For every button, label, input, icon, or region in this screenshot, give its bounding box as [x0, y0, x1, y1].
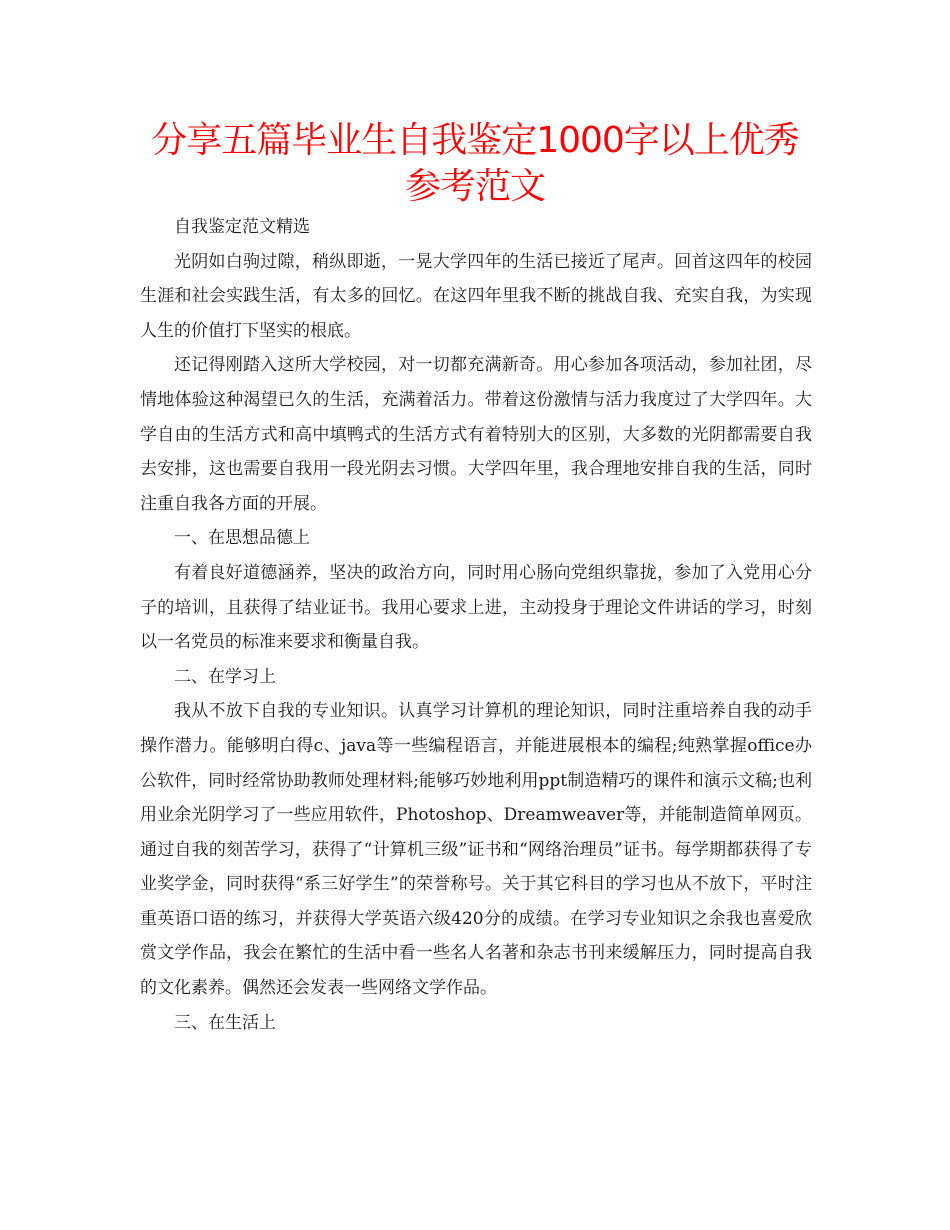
paragraph: 我从不放下自我的专业知识。认真学习计算机的理论知识，同时注重培养自我的动手操作潜力。能够明白得c、java等一些编程语言，并能进展根本的编程;纯熟掌握office办公软件，同时经常协助教师处理材料;能够巧妙地利用ppt制造精巧的课件和演示文稿;也利用业余光阴学习了一些应用软件，Photoshop、Dreamweaver等，并能制造简单网页。通过自我的刻苦学习，获得了“计算机三级”证书和“网络治理员”证书。每学期都获得了专业奖学金，同时获得“系三好学生”的荣誉称号。关于其它科目的学习也从不放下，平时注重英语口语的练习，并获得大学英语六级420分的成绩。在学习专业知识之余我也喜爱欣赏文学作品，我会在繁忙的生活中看一些名人名著和杂志书刊来缓解压力，同时提高自我的文化素养。偶然还会发表一些网络文学作品。 [140, 701, 812, 999]
section-heading-life: 三、在生活上 [174, 1012, 276, 1033]
title-line-1: 分享五篇毕业生自我鉴定1000字以上优秀 [151, 120, 799, 161]
paragraph: 光阴如白驹过隙，稍纵即逝，一晃大学四年的生活已接近了尾声。回首这四年的校园生涯和社会实践生活，有太多的回忆。在这四年里我不断的挑战自我、充实自我，为实现人生的价值打下坚实的根底。 [140, 251, 812, 341]
title-line-2: 参考范文 [404, 166, 545, 207]
paragraph: 还记得刚踏入这所大学校园，对一切都充满新奇。用心参加各项活动，参加社团，尽情地体验这种渴望已久的生活，充满着活力。带着这份激情与活力我度过了大学四年。大学自由的生活方式和高中填鸭式的生活方式有着特别大的区别，大多数的光阴都需要自我去安排，这也需要自我用一段光阴去习惯。大学四年里，我合理地安排自我的生活，同时注重自我各方面的开展。 [140, 355, 812, 514]
section-heading-intro: 自我鉴定范文精选 [174, 217, 310, 237]
document-body [140, 210, 812, 1040]
section-heading-morality: 一、在思想品德上 [174, 528, 310, 549]
document-title [100, 118, 850, 210]
section-heading-study: 二、在学习上 [174, 666, 276, 687]
paragraph: 有着良好道德涵养，坚决的政治方向，同时用心肠向党组织靠拢，参加了入党用心分子的培训，且获得了结业证书。我用心要求上进，主动投身于理论文件讲话的学习，时刻以一名党员的标准来要求和衡量自我。 [140, 562, 812, 653]
